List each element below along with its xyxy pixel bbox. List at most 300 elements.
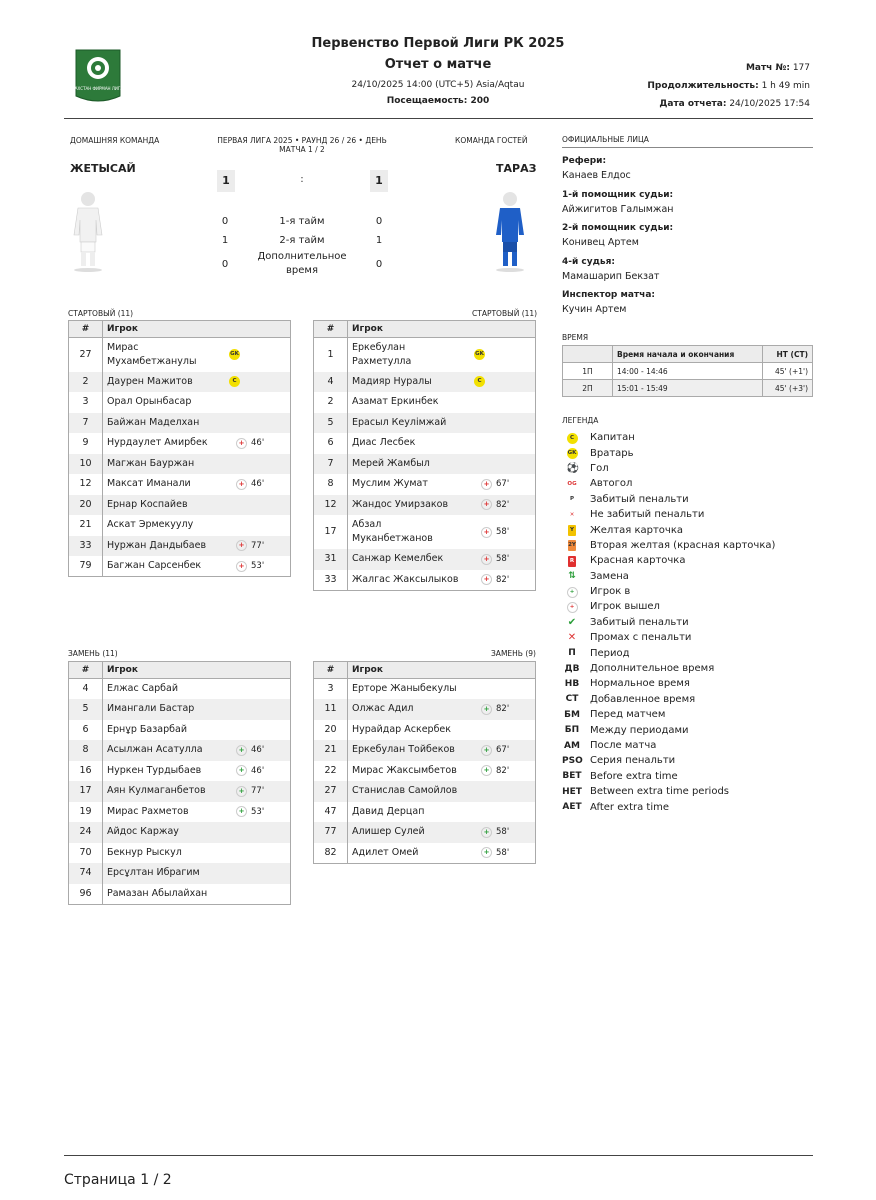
legend-label: Замена <box>590 570 629 582</box>
sub-minute: 46' <box>251 438 265 449</box>
player-name: Абзал Муканбетжанов <box>352 519 433 544</box>
col-player: Игрок <box>103 321 291 338</box>
col-player: Игрок <box>348 321 536 338</box>
legend-label: Период <box>590 647 630 659</box>
table-row <box>69 413 291 434</box>
sub-minute: 77' <box>251 540 265 551</box>
player-cell <box>103 536 291 557</box>
player-in-icon: + <box>481 827 492 838</box>
table-row <box>69 474 291 495</box>
period-row <box>214 212 390 231</box>
player-name: Елжас Сарбай <box>107 683 179 694</box>
player-in-icon: + <box>481 847 492 858</box>
table-row <box>314 549 536 570</box>
player-number: 5 <box>69 699 103 720</box>
sub-minute: 82' <box>496 499 510 510</box>
player-number: 20 <box>314 720 348 741</box>
legend-item <box>562 661 813 676</box>
player-out-icon: + <box>236 479 247 490</box>
period-label: 2-я тайм <box>279 234 325 246</box>
captain-badge-icon: C <box>229 376 240 387</box>
table-row <box>69 556 291 577</box>
table-row <box>69 802 291 823</box>
goal-icon: ⚽ <box>566 462 579 474</box>
player-name: Нуркен Турдыбаев <box>107 764 202 776</box>
legend-item <box>562 676 813 691</box>
time-range: 15:01 - 15:49 <box>613 380 763 397</box>
player-name: Айдос Каржау <box>107 826 179 838</box>
table-row <box>314 802 536 823</box>
player-cell <box>103 863 291 884</box>
red-card-icon: R <box>568 556 576 567</box>
away-team-name: ТАРАЗ <box>496 162 537 175</box>
player-in-icon: + <box>481 745 492 756</box>
player-number: 96 <box>69 884 103 905</box>
table-row <box>69 515 291 536</box>
table-row <box>69 495 291 516</box>
col-player: Игрок <box>348 662 536 679</box>
sub-in <box>236 805 278 819</box>
table-row <box>69 454 291 475</box>
player-number: 8 <box>314 474 348 495</box>
player-cell <box>103 843 291 864</box>
player-cell <box>348 392 536 413</box>
player-number: 19 <box>69 802 103 823</box>
legend-label: Нормальное время <box>590 678 690 690</box>
legend-label: После матча <box>590 740 657 751</box>
official-entry <box>562 256 813 290</box>
legend-label: Гол <box>590 462 609 474</box>
player-number: 7 <box>314 454 348 475</box>
legend-label: Между периодами <box>590 724 689 736</box>
player-cell <box>348 413 536 434</box>
time-table <box>562 345 813 397</box>
player-name: Ернұр Базарбай <box>107 723 188 735</box>
legend-label: Серия пенальти <box>590 755 676 767</box>
player-name: Аян Кулмаганбетов <box>107 785 206 797</box>
player-name: Багжан Сарсенбек <box>107 560 202 571</box>
goalkeeper-badge-icon: GK <box>229 349 240 360</box>
player-cell <box>348 474 536 495</box>
period-home-score: 0 <box>221 258 229 270</box>
time-row <box>563 380 813 397</box>
officials-title: ОФИЦИАЛЬНЫЕ ЛИЦА <box>562 135 649 144</box>
player-number: 17 <box>314 515 348 549</box>
legend-abbr: PSO <box>562 755 583 766</box>
period-away-score: 0 <box>375 258 383 270</box>
player-cell <box>103 474 291 495</box>
period-home-score: 0 <box>221 216 229 227</box>
table-row <box>314 843 536 864</box>
official-name: Конивец Артем <box>562 237 639 248</box>
player-name: Санжар Кемелбек <box>352 553 444 565</box>
legend-abbr: БП <box>564 725 580 736</box>
sub-minute: 58' <box>496 554 510 565</box>
sub-out <box>236 539 278 553</box>
player-cell <box>103 392 291 413</box>
away-team-label: КОМАНДА ГОСТЕЙ <box>455 136 528 145</box>
legend-label: Красная карточка <box>590 555 686 567</box>
table-row <box>314 454 536 475</box>
col-number: # <box>69 662 103 679</box>
player-number: 4 <box>69 679 103 700</box>
player-cell <box>348 761 536 782</box>
home-score: 1 <box>217 170 235 192</box>
player-cell <box>103 761 291 782</box>
player-name: Байжан Маделхан <box>107 416 200 428</box>
player-number: 47 <box>314 802 348 823</box>
legend-item <box>562 630 813 645</box>
match-number: Матч №: 177 <box>745 63 810 73</box>
table-row <box>314 372 536 393</box>
player-cell <box>348 495 536 516</box>
player-cell <box>103 884 291 905</box>
official-role: 1-й помощник судьи: <box>562 189 674 200</box>
penalty-check-icon: ✔ <box>567 616 577 628</box>
player-name: Аскат Эрмекуулу <box>107 519 194 531</box>
player-number: 33 <box>69 536 103 557</box>
sub-minute: 58' <box>496 847 510 858</box>
official-name: Мамашарип Бекзат <box>562 270 660 282</box>
player-name: Азамат Еркинбек <box>352 396 439 408</box>
player-number: 12 <box>314 495 348 516</box>
sub-minute: 58' <box>496 827 510 838</box>
time-ht: 45' (+3') <box>763 380 813 397</box>
player-cell <box>348 372 536 393</box>
player-cell <box>103 413 291 434</box>
legend-label: After extra time <box>590 801 670 813</box>
player-number: 7 <box>69 413 103 434</box>
officials-list <box>562 155 813 323</box>
table-row <box>69 781 291 802</box>
time-col-range: Время начала и окончания <box>613 346 763 363</box>
sub-minute: 82' <box>496 765 510 776</box>
legend-item <box>562 615 813 630</box>
player-cell <box>103 822 291 843</box>
table-row <box>314 433 536 454</box>
player-cell <box>348 740 536 761</box>
col-player: Игрок <box>103 662 291 679</box>
legend-item <box>562 461 813 476</box>
player-name: Ерсұлтан Ибрагим <box>107 867 200 879</box>
sub-out <box>236 436 278 450</box>
player-in-icon: + <box>481 765 492 776</box>
away-subs-label: ЗАМЕНЬ (9) <box>491 649 536 658</box>
legend-label: Промах с пенальти <box>590 632 692 644</box>
col-number: # <box>314 662 348 679</box>
sub-minute: 82' <box>496 574 510 585</box>
player-name: Нуржан Дандыбаев <box>107 539 207 551</box>
period-away-score: 0 <box>375 216 383 227</box>
away-score: 1 <box>370 170 388 192</box>
player-name: Жалгас Жаксылыков <box>352 573 459 585</box>
player-cell <box>348 433 536 454</box>
player-number: 10 <box>69 454 103 475</box>
period-label: Дополнительное время <box>257 251 347 276</box>
time-period: 1П <box>563 363 613 380</box>
legend-item <box>562 445 813 460</box>
table-row <box>314 474 536 495</box>
legend-item <box>562 769 813 784</box>
official-name: Айжигитов Галымжан <box>562 203 674 215</box>
player-cell <box>348 781 536 802</box>
table-row <box>314 515 536 549</box>
sub-minute: 82' <box>496 704 510 715</box>
player-out-icon: + <box>236 540 247 551</box>
player-out-icon: + <box>236 438 247 449</box>
table-header <box>69 321 291 338</box>
legend-label: Вторая желтая (красная карточка) <box>590 539 776 551</box>
player-name: Алишер Сулей <box>352 826 425 838</box>
legend-item <box>562 553 813 568</box>
player-name: Олжас Адил <box>352 703 414 715</box>
table-row <box>69 679 291 700</box>
penalty-missed-icon: ✕ <box>569 511 575 518</box>
player-cell <box>348 843 536 864</box>
legend-abbr: ДВ <box>564 663 580 674</box>
player-number: 27 <box>314 781 348 802</box>
player-name: Муслим Жумат <box>352 478 428 490</box>
official-role: 2-й помощник судьи: <box>562 223 674 233</box>
table-row <box>314 570 536 591</box>
player-in-icon: + <box>236 806 247 817</box>
time-col-period <box>563 346 613 363</box>
player-in-icon: + <box>567 587 578 598</box>
player-name: Еркебулан Тойбеков <box>352 744 455 756</box>
table-row <box>69 392 291 413</box>
legend-abbr: НВ <box>564 678 580 689</box>
sub-in <box>481 702 523 716</box>
time-period: 2П <box>563 380 613 397</box>
official-name: Канаев Елдос <box>562 170 631 181</box>
report-subtitle: Отчет о матче <box>384 57 492 72</box>
time-row <box>563 363 813 380</box>
table-row <box>314 781 536 802</box>
officials-divider <box>562 147 813 148</box>
col-number: # <box>69 321 103 338</box>
time-col-ht: HT (CT) <box>763 346 813 363</box>
table-row <box>314 495 536 516</box>
player-name: Бекнур Рыскул <box>107 846 182 858</box>
player-number: 2 <box>69 372 103 393</box>
player-number: 9 <box>69 433 103 454</box>
legend-label: Добавленное время <box>590 693 696 705</box>
player-name: Мирас Мухамбетжанулы <box>107 341 197 367</box>
player-number: 2 <box>314 392 348 413</box>
official-entry <box>562 222 813 256</box>
player-out-icon: + <box>236 561 247 572</box>
player-cell <box>348 699 536 720</box>
match-duration: Продолжительность: 1 h 49 min <box>647 81 810 91</box>
legend-item <box>562 692 813 707</box>
player-name: Диас Лесбек <box>352 437 416 449</box>
home-kit-icon <box>70 190 106 278</box>
legend-item <box>562 492 813 507</box>
score-separator: : <box>300 174 304 185</box>
period-home-score: 1 <box>221 235 229 246</box>
table-row <box>69 720 291 741</box>
player-name: Адилет Омей <box>352 846 419 858</box>
player-name: Максат Иманали <box>107 478 191 490</box>
player-in-icon: + <box>236 786 247 797</box>
home-subs-label: ЗАМЕНЬ (11) <box>68 649 118 658</box>
official-role: 4-й судья: <box>562 256 615 267</box>
period-row <box>214 250 390 278</box>
table-row <box>69 433 291 454</box>
sub-minute: 67' <box>496 745 510 756</box>
period-label: 1-я тайм <box>279 215 325 227</box>
legend-item <box>562 599 813 614</box>
svg-text:КАЗАХСТАН ФИРМАН ЛИГАСЫ: КАЗАХСТАН ФИРМАН ЛИГАСЫ <box>66 86 130 91</box>
table-header <box>314 321 536 338</box>
sub-minute: 46' <box>251 765 265 776</box>
away-start-label: СТАРТОВЫЙ (11) <box>472 309 538 318</box>
player-name: Магжан Бауржан <box>107 457 195 469</box>
player-cell <box>348 720 536 741</box>
time-header <box>563 346 813 363</box>
table-row <box>69 536 291 557</box>
player-number: 77 <box>314 822 348 843</box>
player-number: 24 <box>69 822 103 843</box>
legend-item <box>562 538 813 553</box>
legend-item <box>562 430 813 445</box>
player-cell <box>348 679 536 700</box>
sub-in <box>236 743 278 757</box>
second-yellow-icon: 2Y <box>568 540 576 551</box>
legend-label: Автогол <box>590 478 633 490</box>
player-name: Еркебулан Рахметулла <box>352 341 412 367</box>
player-number: 3 <box>314 679 348 700</box>
footer-divider <box>64 1155 813 1156</box>
legend-item <box>562 799 813 814</box>
home-start-label: СТАРТОВЫЙ (11) <box>68 309 134 318</box>
legend-item <box>562 645 813 660</box>
round-info: ПЕРВАЯ ЛИГА 2025 • РАУНД 26 / 26 • ДЕНЬ МАТЧА 1 / 2 <box>217 136 387 154</box>
away-subs-table <box>313 661 536 864</box>
player-in-icon: + <box>236 765 247 776</box>
player-number: 70 <box>69 843 103 864</box>
table-row <box>314 761 536 782</box>
header-divider <box>64 118 813 119</box>
player-name: Ернар Коспайев <box>107 498 188 510</box>
player-number: 22 <box>314 761 348 782</box>
yellow-card-icon: Y <box>568 525 576 536</box>
sub-in <box>481 764 523 778</box>
period-scores <box>214 212 390 278</box>
legend-abbr: П <box>568 648 576 659</box>
sub-out <box>236 477 278 491</box>
legend-item <box>562 707 813 722</box>
player-number: 21 <box>314 740 348 761</box>
table-row <box>69 338 291 372</box>
player-name: Нурдаулет Амирбек <box>107 437 208 449</box>
player-cell <box>103 433 291 454</box>
player-out-icon: + <box>481 574 492 585</box>
legend-abbr: АМ <box>564 740 580 751</box>
legend-item <box>562 722 813 737</box>
legend-label: Before extra time <box>590 770 678 782</box>
table-row <box>314 679 536 700</box>
legend-abbr: AET <box>562 802 582 813</box>
player-number: 4 <box>314 372 348 393</box>
player-name: Ерасыл Кеулімжай <box>352 416 447 428</box>
player-number: 12 <box>69 474 103 495</box>
table-row <box>69 822 291 843</box>
player-cell <box>103 515 291 536</box>
sub-out <box>481 498 523 512</box>
col-number: # <box>314 321 348 338</box>
table-header <box>69 662 291 679</box>
player-cell <box>348 822 536 843</box>
time-range: 14:00 - 14:46 <box>613 363 763 380</box>
player-name: Мадияр Нуралы <box>352 375 432 387</box>
player-number: 21 <box>69 515 103 536</box>
match-datetime: 24/10/2025 14:00 (UTC+5) Asia/Aqtau <box>351 80 525 90</box>
player-number: 31 <box>314 549 348 570</box>
table-header <box>314 662 536 679</box>
player-number: 1 <box>314 338 348 372</box>
player-name: Рамазан Абылайхан <box>107 887 208 899</box>
player-in-icon: + <box>481 704 492 715</box>
legend-label: Игрок в <box>590 586 631 598</box>
legend-item <box>562 569 813 584</box>
sub-out <box>481 477 523 491</box>
player-name: Орал Орынбасар <box>107 396 192 408</box>
player-name: Жандос Умирзаков <box>352 498 449 510</box>
player-name: Нурайдар Аскербек <box>352 723 452 735</box>
table-row <box>69 699 291 720</box>
player-number: 3 <box>69 392 103 413</box>
table-row <box>69 863 291 884</box>
player-out-icon: + <box>481 499 492 510</box>
table-row <box>314 740 536 761</box>
player-cell <box>103 679 291 700</box>
substitution-icon: ⇅ <box>568 570 576 581</box>
goalkeeper-badge-icon: GK <box>474 349 485 360</box>
penalty-cross-icon: ✕ <box>567 632 577 644</box>
legend-item <box>562 584 813 599</box>
player-cell <box>103 802 291 823</box>
legend-label: Перед матчем <box>590 709 666 721</box>
sub-minute: 77' <box>251 786 265 797</box>
player-number: 16 <box>69 761 103 782</box>
goalkeeper-icon: GK <box>567 448 578 459</box>
table-row <box>314 392 536 413</box>
legend-list <box>562 430 813 815</box>
player-name: Даурен Мажитов <box>107 375 193 387</box>
player-cell <box>103 720 291 741</box>
legend-item <box>562 738 813 753</box>
sub-out <box>236 559 278 573</box>
legend-label: Дополнительное время <box>590 663 715 675</box>
legend-label: Забитый пенальти <box>590 616 689 628</box>
sub-out <box>481 552 523 566</box>
official-name: Кучин Артем <box>562 304 627 315</box>
player-cell <box>348 549 536 570</box>
legend-label: Не забитый пенальти <box>590 509 705 521</box>
sub-in <box>481 846 523 860</box>
table-row <box>69 740 291 761</box>
table-row <box>69 884 291 905</box>
legend-title: ЛЕГЕНДА <box>562 416 599 425</box>
player-cell <box>103 740 291 761</box>
attendance: Посещаемость: 200 <box>386 96 490 106</box>
period-row <box>214 231 390 250</box>
own-goal-icon: OG <box>567 480 577 487</box>
legend-item <box>562 753 813 768</box>
sub-minute: 58' <box>496 527 510 537</box>
player-cell <box>348 515 536 549</box>
